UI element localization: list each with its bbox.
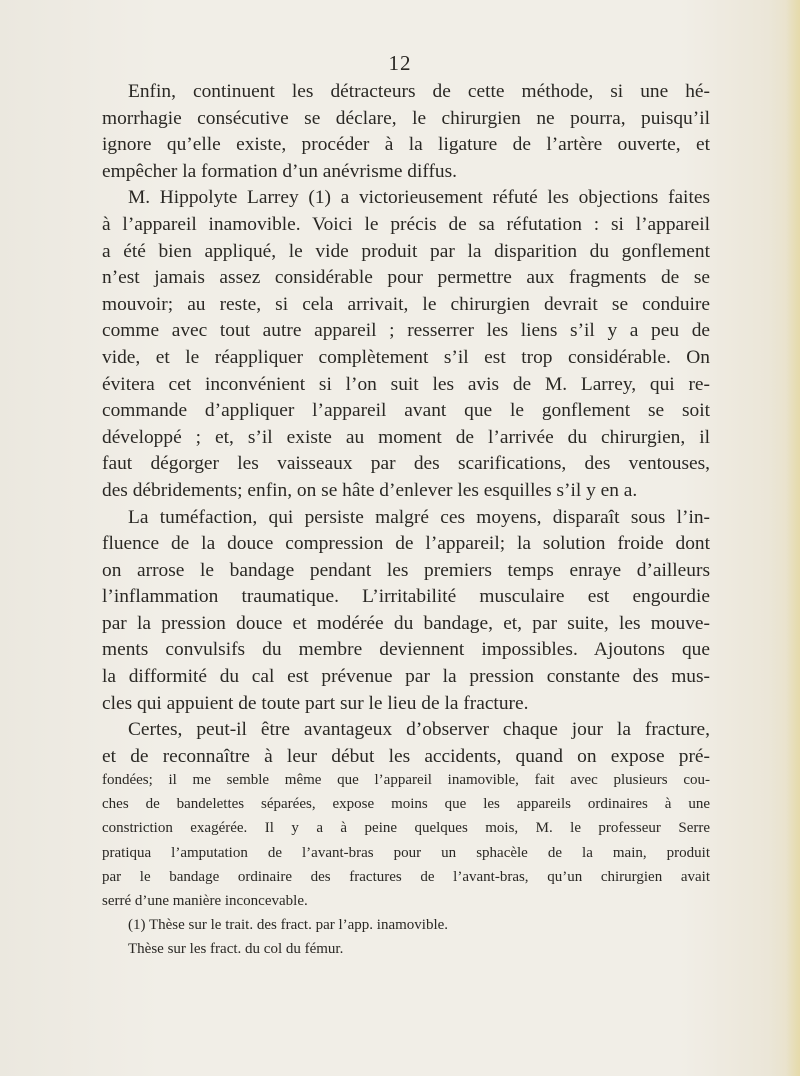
text-line: développé ; et, s’il existe au moment de l’arrivée du chirurgien, il bbox=[102, 426, 710, 448]
text-line: on arrose le bandage pendant les premiers temps enraye d’ailleurs bbox=[102, 559, 710, 581]
text-line: ments convulsifs du membre deviennent impossibles. Ajoutons que bbox=[102, 639, 710, 661]
page-edge bbox=[786, 0, 800, 1076]
text-line: des débridements; enfin, on se hâte d’enlever les esquilles s’il y en a. bbox=[102, 479, 638, 501]
text-line: par la pression douce et modérée du bandage, et, par suite, les mouve- bbox=[102, 612, 710, 634]
note-line: (1) Thèse sur le trait. des fract. par l’app. inamovible. bbox=[128, 917, 449, 934]
text-line: Enfin, continuent les détracteurs de cette méthode, si une hé- bbox=[128, 81, 710, 102]
text-line: l’inflammation traumatique. L’irritabilité musculaire est engourdie bbox=[102, 586, 710, 608]
text-line: évitera cet inconvénient si l’on suit les avis de M. Larrey, qui re- bbox=[102, 373, 710, 395]
text-line: et de reconnaître à leur début les accidents, quand on expose pré- bbox=[102, 745, 710, 767]
text-line: comme avec tout autre appareil ; resserrer les liens s’il y a peu de bbox=[102, 320, 710, 342]
text-line: morrhagie consécutive se déclare, le chirurgien ne pourra, puisqu’il bbox=[102, 107, 710, 129]
text-line: empêcher la formation d’un anévrisme diffus. bbox=[102, 160, 458, 182]
note-line: par le bandage ordinaire des fractures de l’avant-bras, qu’un chirurgien avait bbox=[102, 868, 710, 885]
text-line: la difformité du cal est prévenue par la pression constante des mus- bbox=[102, 666, 710, 688]
page-number: 12 bbox=[388, 51, 412, 75]
text-line: M. Hippolyte Larrey (1) a victorieusement réfuté les objections faites bbox=[128, 187, 710, 209]
text-line: faut dégorger les vaisseaux par des scarifications, des ventouses, bbox=[102, 453, 710, 475]
text-line: à l’appareil inamovible. Voici le précis de sa réfutation : si l’appareil bbox=[102, 213, 710, 235]
note-line: constriction exagérée. Il y a à peine quelques mois, M. le professeur Serre bbox=[102, 820, 710, 837]
note-line: ches de bandelettes séparées, expose moins que les appareils ordinaires à une bbox=[102, 796, 710, 813]
text-line: La tuméfaction, qui persiste malgré ces moyens, disparaît sous l’in- bbox=[128, 506, 710, 528]
note-line: serré d’une manière inconcevable. bbox=[102, 893, 308, 910]
text-line: fluence de la douce compression de l’appareil; la solution froide dont bbox=[102, 533, 710, 555]
text-line: cles qui appuient de toute part sur le lieu de la fracture. bbox=[102, 692, 529, 714]
text-line: n’est jamais assez considérable pour permettre aux fragments de se bbox=[102, 267, 710, 289]
text-line: ignore qu’elle existe, procéder à la ligature de l’artère ouverte, et bbox=[102, 134, 710, 156]
main-text bbox=[102, 79, 710, 770]
note-line: pratiqua l’amputation de l’avant-bras pour un sphacèle de la main, produit bbox=[102, 844, 710, 861]
text-line: mouvoir; au reste, si cela arrivait, le chirurgien devrait se conduire bbox=[102, 293, 710, 315]
text-line: commande d’appliquer l’appareil avant que le gonflement se soit bbox=[102, 400, 710, 422]
footnotes bbox=[102, 768, 710, 962]
text-line: Certes, peut-il être avantageux d’observer chaque jour la fracture, bbox=[128, 719, 710, 741]
note-line: fondées; il me semble même que l’appareil inamovible, fait avec plusieurs cou- bbox=[102, 772, 710, 788]
text-line: a été bien appliqué, le vide produit par la disparition du gonflement bbox=[102, 240, 710, 262]
text-line: vide, et le réappliquer complètement s’il est trop considérable. On bbox=[102, 346, 710, 368]
note-line: Thèse sur les fract. du col du fémur. bbox=[128, 941, 344, 958]
